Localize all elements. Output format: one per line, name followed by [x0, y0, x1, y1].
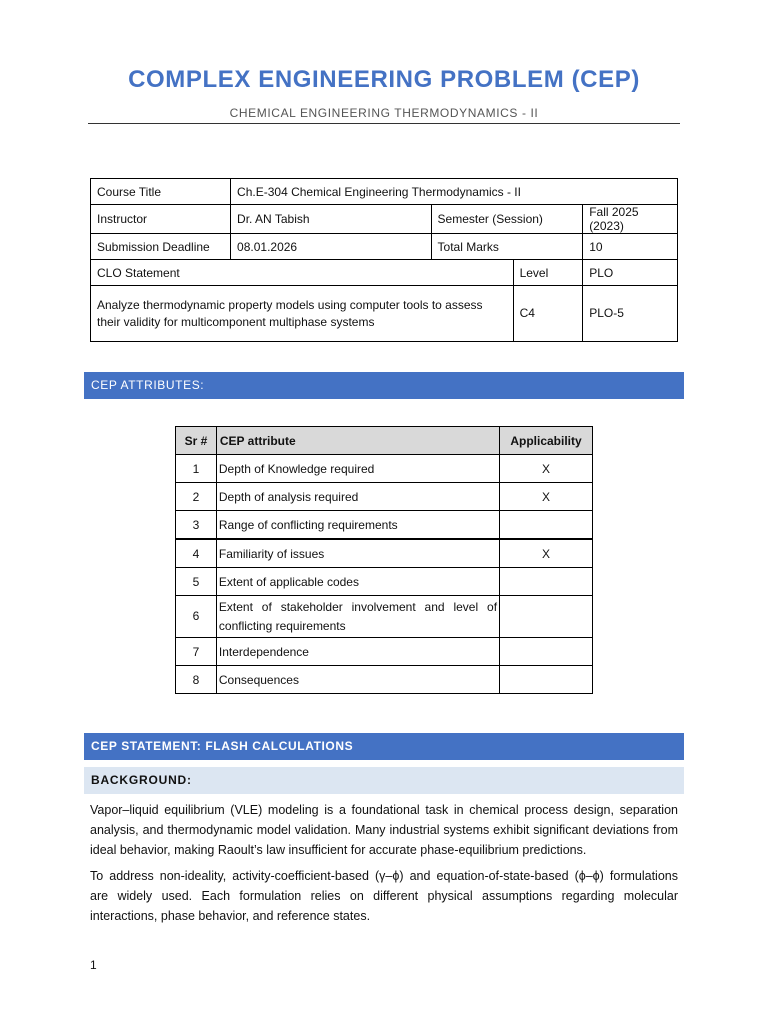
attribute-cell: Extent of stakeholder involvement and level of conflicting requirements: [216, 596, 499, 638]
attribute-cell: Familiarity of issues: [216, 539, 499, 568]
applicability-cell: X: [500, 539, 593, 568]
table-row: [91, 286, 678, 342]
column-header-applicability: Applicability: [500, 427, 593, 455]
sr-cell: 7: [176, 638, 217, 666]
sr-cell: 8: [176, 666, 217, 694]
deadline-value: 08.01.2026: [231, 234, 432, 260]
level-value: C4: [513, 286, 583, 342]
table-row: [176, 666, 593, 694]
table-row: [176, 539, 593, 568]
instructor-value: Dr. AN Tabish: [231, 205, 432, 234]
cep-attributes-heading: CEP ATTRIBUTES:: [84, 372, 684, 399]
clo-statement-label: CLO Statement: [91, 260, 514, 286]
table-row: [91, 260, 678, 286]
table-row: [91, 205, 678, 234]
sr-cell: 6: [176, 596, 217, 638]
column-header-attribute: CEP attribute: [216, 427, 499, 455]
background-paragraph-1: Vapor–liquid equilibrium (VLE) modeling is a foundational task in chemical process design, separation analysis, and thermodynamic model validation. Many industrial systems exhibit significant deviations from ideal behavior, making Raoult’s law insufficient for accurate phase-equilibrium predictions.: [90, 803, 678, 857]
attribute-cell: Depth of analysis required: [216, 483, 499, 511]
table-row: [176, 455, 593, 483]
semester-label: Semester (Session): [431, 205, 583, 234]
applicability-cell: X: [500, 455, 593, 483]
table-row: [176, 511, 593, 540]
sr-cell: 1: [176, 455, 217, 483]
title-divider: [88, 123, 680, 124]
plo-value: PLO-5: [583, 286, 678, 342]
semester-value: Fall 2025 (2023): [583, 205, 678, 234]
table-row: [91, 179, 678, 205]
column-header-sr: Sr #: [176, 427, 217, 455]
table-row: [176, 568, 593, 596]
level-label: Level: [513, 260, 583, 286]
applicability-cell: [500, 596, 593, 638]
course-title-value: Ch.E-304 Chemical Engineering Thermodynamics - II: [231, 179, 678, 205]
course-info-table: [90, 178, 678, 342]
sr-cell: 5: [176, 568, 217, 596]
cep-attributes-table: [175, 426, 593, 694]
table-row: [91, 234, 678, 260]
sr-cell: 4: [176, 539, 217, 568]
applicability-cell: [500, 511, 593, 540]
page-number: 1: [90, 958, 97, 972]
table-row: [176, 596, 593, 638]
attribute-cell: Consequences: [216, 666, 499, 694]
deadline-label: Submission Deadline: [91, 234, 231, 260]
applicability-cell: [500, 568, 593, 596]
applicability-cell: X: [500, 483, 593, 511]
attribute-cell: Range of conflicting requirements: [216, 511, 499, 540]
table-row: [176, 638, 593, 666]
table-header-row: [176, 427, 593, 455]
instructor-label: Instructor: [91, 205, 231, 234]
background-paragraph-2: To address non-ideality, activity-coefficient-based (γ–ϕ) and equation-of-state-based (ϕ–ϕ) formulations are widely used. Each formulation relies on different physical assumptions regarding molecular interactions, phase behavior, and reference states.: [90, 869, 678, 923]
attribute-cell: Interdependence: [216, 638, 499, 666]
applicability-cell: [500, 666, 593, 694]
sr-cell: 2: [176, 483, 217, 511]
document-subtitle: CHEMICAL ENGINEERING THERMODYNAMICS - II: [229, 106, 539, 120]
background-heading: BACKGROUND:: [84, 767, 684, 794]
plo-label: PLO: [583, 260, 678, 286]
table-row: [176, 483, 593, 511]
total-marks-value: 10: [583, 234, 678, 260]
document-title: COMPLEX ENGINEERING PROBLEM (CEP): [128, 66, 640, 93]
total-marks-label: Total Marks: [431, 234, 583, 260]
cep-statement-heading: CEP STATEMENT: FLASH CALCULATIONS: [84, 733, 684, 760]
attribute-cell: Depth of Knowledge required: [216, 455, 499, 483]
clo-statement-text: Analyze thermodynamic property models using computer tools to assess their validity for multicomponent multiphase systems: [91, 286, 514, 342]
applicability-cell: [500, 638, 593, 666]
course-title-label: Course Title: [91, 179, 231, 205]
attribute-cell: Extent of applicable codes: [216, 568, 499, 596]
sr-cell: 3: [176, 511, 217, 540]
